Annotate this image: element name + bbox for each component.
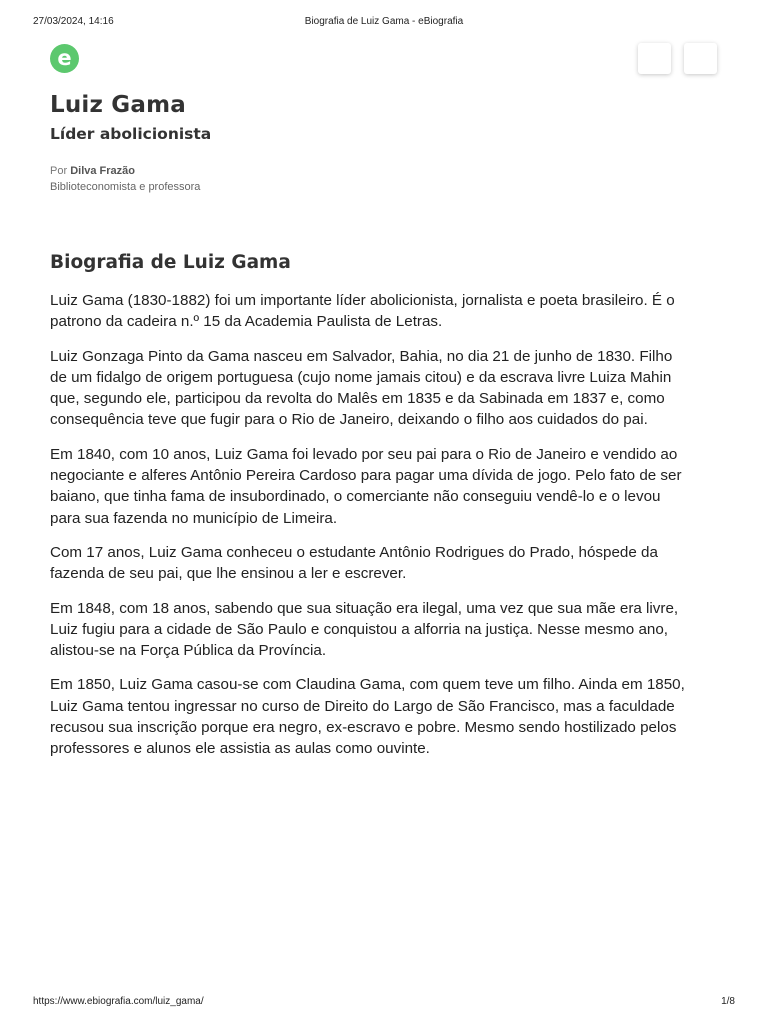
article-body xyxy=(50,290,692,773)
paragraph: Luiz Gonzaga Pinto da Gama nasceu em Salvador, Bahia, no dia 21 de junho de 1830. Filho de um fidalgo de origem portuguesa (cujo nome jamais citou) e da escrava livre Luiza Mahin que, segundo ele, participou da revolta do Malês em 1835 e da Sabinada em 1837 e, como consequência teve que fugir para o Rio de Janeiro, deixando o filho aos cuidados do pai. xyxy=(50,347,673,429)
toolbar-button-2[interactable] xyxy=(684,43,717,74)
author-byline xyxy=(50,165,135,177)
section-heading: Biografia de Luiz Gama xyxy=(50,252,291,273)
print-header xyxy=(0,16,768,30)
article-title: Luiz Gama xyxy=(50,92,186,118)
ebiografia-logo-icon[interactable]: e xyxy=(50,44,79,73)
paragraph: Com 17 anos, Luiz Gama conheceu o estudante Antônio Rodrigues do Prado, hóspede da fazenda de seu pai, que lhe ensinou a ler e escrever. xyxy=(50,543,658,583)
article-subtitle: Líder abolicionista xyxy=(50,125,212,143)
author-prefix: Por xyxy=(50,165,68,177)
toolbar-button-1[interactable] xyxy=(638,43,671,74)
paragraph: Em 1840, com 10 anos, Luiz Gama foi levado por seu pai para o Rio de Janeiro e vendido ao negociante e alferes Antônio Pereira Cardoso para pagar uma dívida de jogo. Pelo fato de ser baiano, que tinha fama de insubordinado, o comerciante não conseguiu vendê-lo e o levou para sua fazenda no município de Limeira. xyxy=(50,445,682,527)
author-role: Biblioteconomista e professora xyxy=(50,181,201,193)
print-url: https://www.ebiografia.com/luiz_gama/ xyxy=(33,996,204,1007)
print-footer xyxy=(0,996,768,1010)
print-datetime: 27/03/2024, 14:16 xyxy=(33,16,114,27)
paragraph: Em 1848, com 18 anos, sabendo que sua situação era ilegal, uma vez que sua mãe era livre, Luiz fugiu para a cidade de São Paulo e conquistou a alforria na justiça. Nesse mesmo ano, alistou-se na Força Pública da Província. xyxy=(50,599,679,660)
print-page-number: 1/8 xyxy=(721,996,735,1007)
paragraph: Em 1850, Luiz Gama casou-se com Claudina Gama, com quem teve um filho. Ainda em 1850, Luiz Gama tentou ingressar no curso de Direito do Largo de São Francisco, mas a faculdade recusou sua inscrição porque era negro, ex-escravo e pobre. Mesmo sendo hostilizado pelos professores e alunos ele assistia as aulas como ouvinte. xyxy=(50,676,685,758)
print-page-title: Biografia de Luiz Gama - eBiografia xyxy=(304,16,464,27)
paragraph: Luiz Gama (1830-1882) foi um importante líder abolicionista, jornalista e poeta brasileiro. É o patrono da cadeira n.º 15 da Academia Paulista de Letras. xyxy=(50,292,675,331)
author-name-link[interactable]: Dilva Frazão xyxy=(70,165,135,177)
